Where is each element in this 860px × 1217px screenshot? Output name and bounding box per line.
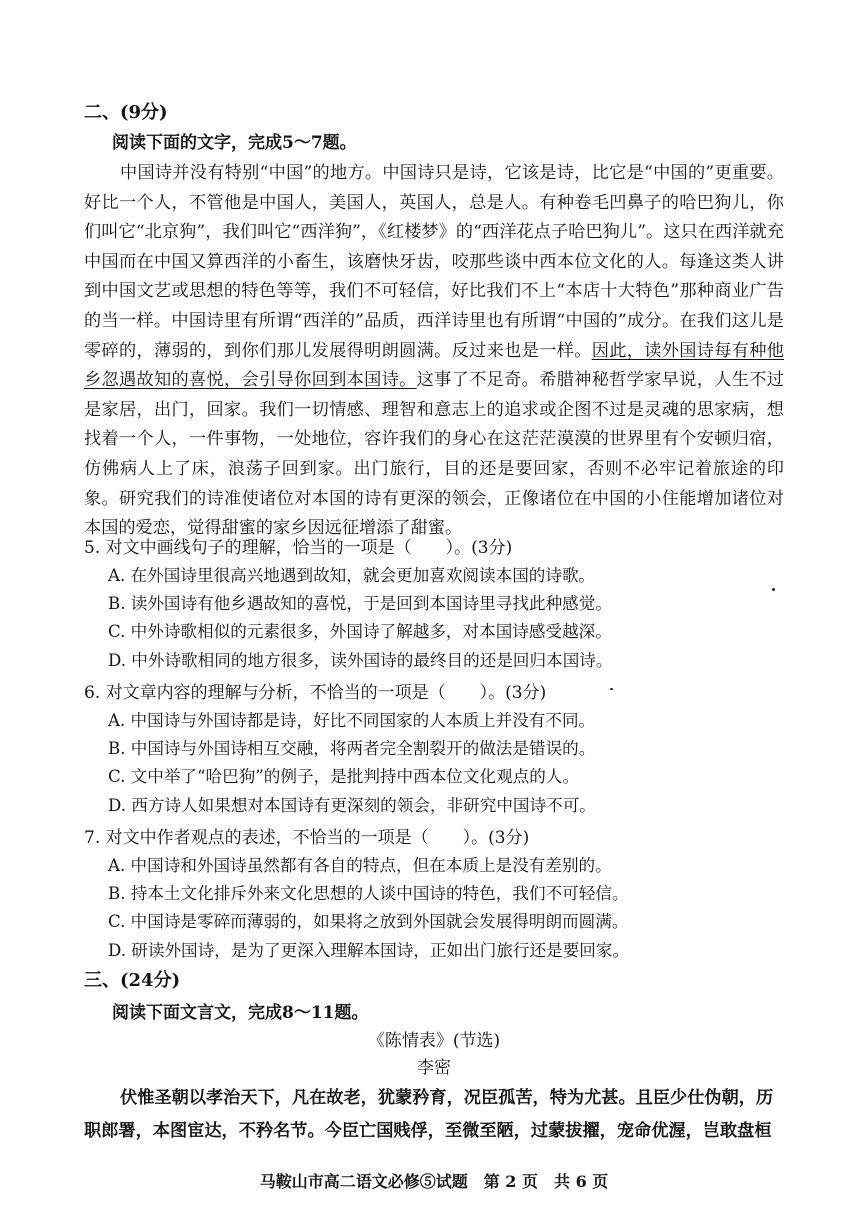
classical-line-1: 伏惟圣朝以孝治天下，凡在故老，犹蒙矜育，况臣孤苦，特为尤甚。且臣少仕伪朝，历	[120, 1088, 774, 1108]
underlined-sentence: 因此，读外国诗每有种他乡忽遇故知的喜悦，会引导你回到本国诗。	[84, 340, 784, 391]
question-7	[84, 825, 784, 965]
option-d: D. 西方诗人如果想对本国诗有更深刻的领会，非研究中国诗不可。	[108, 795, 596, 815]
option-a: A. 在外国诗里很高兴地遇到故知，就会更加喜欢阅读本国的诗歌。	[108, 566, 596, 585]
classical-line-2: 职郎署，本图宦达，不矜名节。今臣亡国贱俘，至微至陋，过蒙拔擢，宠命优渥，岂敢盘桓	[84, 1121, 772, 1141]
option-c: C. 中外诗歌相似的元素很多，外国诗了解越多，对本国诗感受越深。	[108, 622, 612, 642]
option-b: B. 读外国诗有他乡遇故知的喜悦，于是回到本国诗里寻找此种感觉。	[108, 594, 612, 614]
question-5	[84, 535, 784, 675]
section-3-instruction: 阅读下面文言文，完成8～11题。	[112, 1003, 369, 1023]
option-d: D. 中外诗歌相同的地方很多，读外国诗的最终目的还是回归本国诗。	[108, 650, 613, 670]
option-d: D. 研读外国诗，是为了更深入理解本国诗，正如出门旅行还是要回家。	[108, 940, 630, 960]
classical-passage	[84, 1082, 784, 1148]
scan-speck	[772, 588, 775, 591]
classical-text-title: 《陈情表》(节选)	[367, 1031, 501, 1051]
question-6	[84, 680, 784, 820]
section-2-instruction: 阅读下面的文字，完成5～7题。	[112, 133, 357, 153]
option-a: A. 中国诗和外国诗虽然都有各自的特点，但在本质上是没有差别的。	[108, 856, 612, 875]
scan-speck	[610, 688, 613, 690]
question-stem: 5. 对文中画线句子的理解，恰当的一项是（ ）。(3分)	[84, 538, 513, 558]
option-a: A. 中国诗与外国诗都是诗，好比不同国家的人本质上并没有不同。	[108, 711, 596, 730]
passage-text-after: 这事了不足奇。希腊神秘哲学家早说，人生不过是家居，出门，回家。我们一切情感、理智和意志上的追求或企图不过是灵魂的思家病，想找着一个人，一件事物，一处地位，容许我们的身心在这茫茫漠漠的世界里有个安顿归宿，仿佛病人上了床，浪荡子回到家。出门旅行，目的还是要回家，否则不必牢记着旅途的印象。研究我们的诗准使诸位对本国的诗有更深的领会，正像诸位在中国的小住能增加诸位对本国的爱恋，觉得甜蜜的家乡因远征增添了甜蜜。	[84, 370, 784, 539]
question-stem: 6. 对文章内容的理解与分析，不恰当的一项是（ ）。(3分)	[84, 683, 547, 703]
classical-text-author: 李密	[417, 1058, 451, 1078]
option-b: B. 持本土文化排斥外来文化思想的人谈中国诗的特色，我们不可轻信。	[108, 884, 629, 904]
option-b: B. 中国诗与外国诗相互交融，将两者完全割裂开的做法是错误的。	[108, 739, 596, 759]
page-footer: 马鞍山市高二语文必修⑤试题 第 2 页 共 6 页	[259, 1172, 609, 1191]
option-c: C. 中国诗是零碎而薄弱的，如果将之放到外国就会发展得明朗而圆满。	[108, 912, 629, 932]
section-2-heading: 二、(9分)	[84, 102, 168, 123]
section-3-heading: 三、(24分)	[84, 970, 181, 991]
question-stem: 7. 对文中作者观点的表述，不恰当的一项是（ ）。(3分)	[84, 828, 530, 848]
reading-passage	[84, 159, 784, 544]
passage-text-before: 中国诗并没有特别“中国”的地方。中国诗只是诗，它该是诗，比它是“中国的”更重要。好比一个人，不管他是中国人，美国人，英国人，总是人。有种卷毛凹鼻子的哈巴狗儿，你们叫它“北京狗”，我们叫它“西洋狗”，《红楼梦》的“西洋花点子哈巴狗儿”。这只在西洋就充中国而在中国又算西洋的小畜生，该磨快牙齿，咬那些谈中西本位文化的人。每逢这类人讲到中国文艺或思想的特色等等，我们不可轻信，好比我们不上“本店十大特色”那种商业广告的当一样。中国诗里有所谓“西洋的”品质，西洋诗里也有所谓“中国的”成分。在我们这儿是零碎的，薄弱的，到你们那儿发展得明朗圆满。反过来也是一样。	[84, 163, 784, 361]
option-c: C. 文中举了“哈巴狗”的例子，是批判持中西本位文化观点的人。	[108, 767, 580, 787]
